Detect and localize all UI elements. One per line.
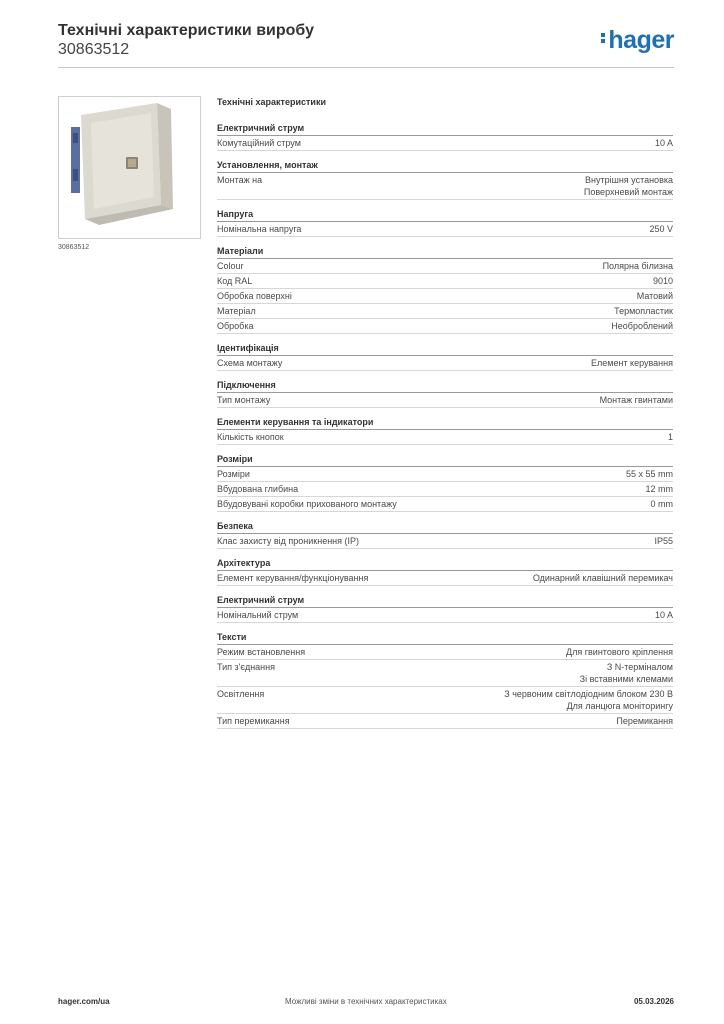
spec-value — [584, 174, 673, 198]
spec-value — [654, 535, 673, 547]
spec-value-line: Необроблений — [611, 321, 673, 331]
spec-section — [217, 342, 673, 371]
spec-section-heading: Тексти — [217, 631, 673, 645]
spec-value — [591, 357, 673, 369]
spec-row — [217, 430, 673, 445]
spec-value — [614, 305, 673, 317]
spec-label: Код RAL — [217, 276, 253, 286]
spec-label: Тип з'єднання — [217, 662, 275, 672]
logo-dots-icon — [601, 31, 606, 45]
logo-text: hager — [608, 26, 674, 54]
spec-value-line: Елемент керування — [591, 358, 673, 368]
footer-note: Можливі зміни в технічних характеристиках — [285, 997, 447, 1006]
spec-label: Тип перемикання — [217, 716, 290, 726]
spec-value — [655, 137, 673, 149]
spec-row — [217, 304, 673, 319]
spec-row — [217, 319, 673, 334]
spec-value — [580, 661, 673, 685]
spec-value — [655, 609, 673, 621]
spec-value — [626, 468, 673, 480]
spec-section — [217, 453, 673, 512]
spec-row — [217, 497, 673, 512]
spec-section-heading: Ідентифікація — [217, 342, 673, 356]
spec-value — [566, 646, 673, 658]
product-image — [58, 96, 201, 239]
footer-date: 05.03.2026 — [633, 997, 674, 1006]
spec-value — [533, 572, 673, 584]
spec-value-line: 10 A — [654, 610, 673, 620]
spec-value-line: 10 A — [654, 138, 673, 148]
spec-value — [645, 483, 673, 495]
spec-value-line: З червоним світлодіодним блоком 230 В — [504, 689, 673, 699]
spec-label: Схема монтажу — [217, 358, 283, 368]
spec-section — [217, 245, 673, 334]
spec-value-line: IP55 — [654, 536, 673, 546]
product-code: 30863512 — [58, 41, 130, 58]
spec-label: Вбудовувані коробки прихованого монтажу — [217, 499, 397, 509]
product-image-caption: 30863512 — [58, 244, 90, 251]
spec-value — [649, 223, 673, 235]
spec-row — [217, 467, 673, 482]
spec-row — [217, 393, 673, 408]
spec-value-line: Для ланцюга моніторингу — [566, 701, 673, 711]
spec-row — [217, 687, 673, 714]
spec-label: Тип монтажу — [217, 395, 271, 405]
spec-label: Комутаційний струм — [217, 138, 301, 148]
spec-value-line: З N-терміналом — [606, 662, 673, 672]
spec-row — [217, 136, 673, 151]
spec-row — [217, 714, 673, 729]
spec-label: Вбудована глибина — [217, 484, 299, 494]
spec-row — [217, 482, 673, 497]
spec-section — [217, 416, 673, 445]
spec-label: Кількість кнопок — [217, 432, 284, 442]
spec-section-heading: Матеріали — [217, 245, 673, 259]
spec-section — [217, 379, 673, 408]
spec-row — [217, 222, 673, 237]
spec-value — [600, 394, 673, 406]
spec-value-line: Монтаж гвинтами — [599, 395, 673, 405]
spec-value-line: Полярна білизна — [602, 261, 673, 271]
spec-section — [217, 557, 673, 586]
spec-label: Матеріал — [217, 306, 256, 316]
header-divider — [58, 67, 674, 68]
spec-section-heading: Розміри — [217, 453, 673, 467]
spec-value — [653, 275, 673, 287]
page-header — [58, 21, 674, 59]
spec-row — [217, 356, 673, 371]
spec-value-line: Перемикання — [616, 716, 673, 726]
spec-label: Клас захисту від проникнення (IP) — [217, 536, 360, 546]
spec-section-heading: Електричний струм — [217, 594, 673, 608]
page-title: Технічні характеристики виробу — [58, 22, 314, 39]
hager-logo[interactable] — [601, 27, 674, 53]
spec-value — [603, 260, 673, 272]
switch-product-icon — [59, 97, 200, 238]
spec-value-line: Зі вставними клемами — [579, 674, 673, 684]
spec-label: Colour — [217, 261, 244, 271]
spec-row — [217, 259, 673, 274]
spec-label: Режим встановлення — [217, 647, 306, 657]
specifications-table — [217, 96, 673, 737]
spec-value — [651, 498, 674, 510]
spec-section-heading: Електричний струм — [217, 122, 673, 136]
spec-section — [217, 159, 673, 200]
spec-section-heading: Підключення — [217, 379, 673, 393]
spec-value-line: 0 mm — [650, 499, 673, 509]
spec-sections — [217, 122, 673, 729]
spec-value-line: Для гвинтового кріплення — [566, 647, 673, 657]
spec-row — [217, 534, 673, 549]
spec-value-line: Внутрішня установка — [585, 175, 673, 185]
spec-section — [217, 594, 673, 623]
specifications-title: Технічні характеристики — [217, 97, 326, 107]
spec-value-line: 55 x 55 mm — [625, 469, 673, 479]
spec-row — [217, 660, 673, 687]
spec-label: Монтаж на — [217, 175, 263, 185]
spec-value — [504, 688, 673, 712]
spec-section — [217, 520, 673, 549]
spec-label: Обробка — [217, 321, 254, 331]
spec-section — [217, 208, 673, 237]
footer-site-link[interactable]: hager.com/ua — [58, 997, 110, 1006]
spec-section-heading: Безпека — [217, 520, 673, 534]
spec-section-heading: Архітектура — [217, 557, 673, 571]
spec-value-line: 1 — [667, 432, 673, 442]
spec-section-heading: Установлення, монтаж — [217, 159, 673, 173]
spec-value — [668, 431, 673, 443]
spec-label: Елемент керування/функціонування — [217, 573, 369, 583]
spec-label: Номінальний струм — [217, 610, 299, 620]
spec-value-line: 250 V — [649, 224, 673, 234]
spec-value-line: Термопластик — [614, 306, 673, 316]
spec-row — [217, 645, 673, 660]
spec-value-line: Матовий — [636, 291, 673, 301]
spec-row — [217, 173, 673, 200]
spec-section — [217, 631, 673, 729]
spec-value-line: 9010 — [652, 276, 673, 286]
spec-row — [217, 289, 673, 304]
spec-value — [611, 320, 673, 332]
spec-value-line: Одинарний клавішний перемикач — [532, 573, 673, 583]
spec-row — [217, 274, 673, 289]
spec-row — [217, 608, 673, 623]
spec-value — [637, 290, 673, 302]
spec-value-line: 12 mm — [645, 484, 673, 494]
spec-label: Освітлення — [217, 689, 265, 699]
spec-value — [616, 715, 673, 727]
spec-section — [217, 122, 673, 151]
spec-label: Обробка поверхні — [217, 291, 292, 301]
spec-label: Розміри — [217, 469, 250, 479]
spec-section-heading: Елементи керування та індикатори — [217, 416, 673, 430]
spec-label: Номінальна напруга — [217, 224, 302, 234]
spec-value-line: Поверхневий монтаж — [583, 187, 673, 197]
spec-section-heading: Напруга — [217, 208, 673, 222]
spec-row — [217, 571, 673, 586]
